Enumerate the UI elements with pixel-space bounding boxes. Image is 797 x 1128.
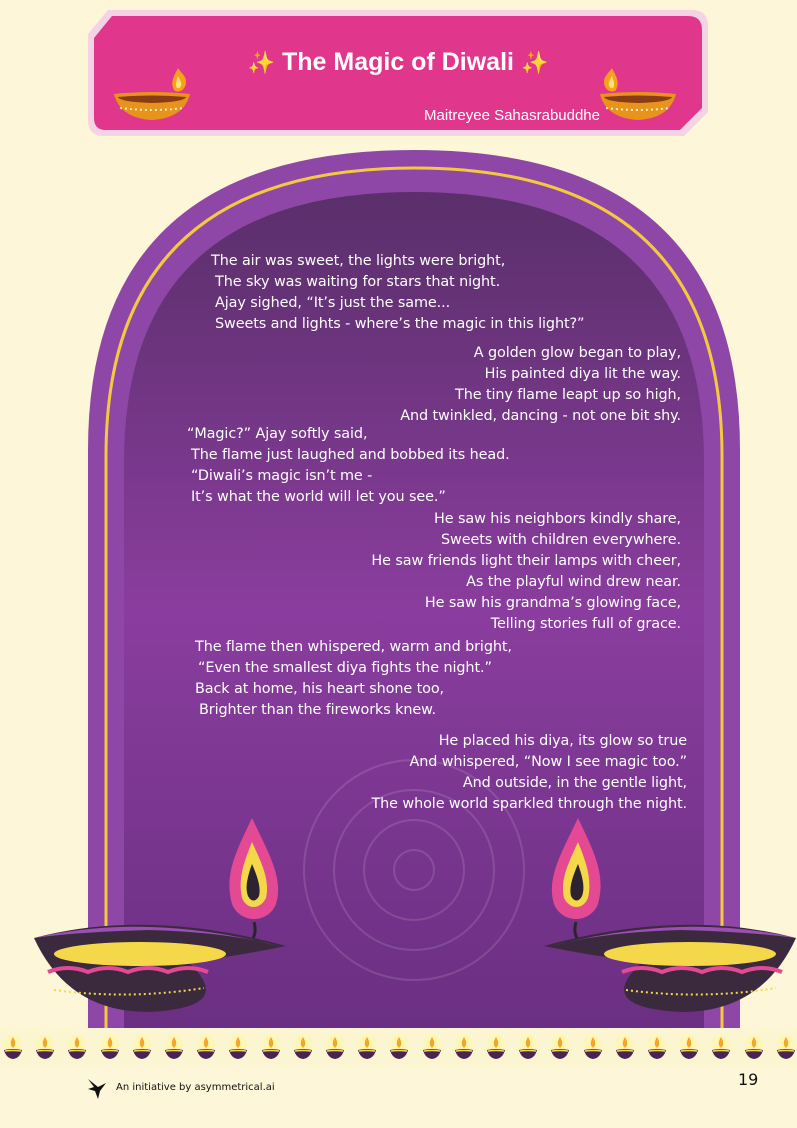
page-number: 19 [738,1070,759,1089]
mini-diya-icon [195,1034,217,1062]
diya-icon [28,812,290,1022]
mini-diya-icon [485,1034,507,1062]
poem-line: It’s what the world will let you see.” [191,489,446,505]
mini-diya-icon [99,1034,121,1062]
mini-diya-icon [34,1034,56,1062]
mini-diya-icon [775,1034,797,1062]
poem-line: And outside, in the gentle light, [462,775,687,791]
mini-diya-icon [66,1034,88,1062]
mini-diya-icon [549,1034,571,1062]
diya-border-row [0,1028,797,1068]
sparkles-icon: ✨ [520,50,549,75]
mini-diya-icon [517,1034,539,1062]
poem-line: “Magic?” Ajay softly said, [187,426,368,442]
poem-line: The flame just laughed and bobbed its head. [191,447,510,463]
poem-line: Telling stories full of grace. [490,616,681,632]
diya-icon [112,64,192,124]
diya-icon [540,812,797,1022]
mini-diya-icon [131,1034,153,1062]
poem-line: Ajay sighed, “It’s just the same... [215,295,451,311]
poem-line: “Diwali’s magic isn’t me - [191,468,373,484]
poem-line: “Even the smallest diya fights the night.” [198,660,492,676]
mini-diya-icon [678,1034,700,1062]
title-text: The Magic of Diwali [282,48,514,76]
mini-diya-icon [614,1034,636,1062]
sparkles-icon: ✨ [247,50,276,75]
mini-diya-icon [324,1034,346,1062]
poem-line: And whispered, “Now I see magic too.” [409,754,687,770]
mini-diya-icon [356,1034,378,1062]
mini-diya-icon [163,1034,185,1062]
diya-icon [598,64,678,124]
poem-line: The flame then whispered, warm and bright, [195,639,512,655]
footer-initiative-text: An initiative by asymmetrical.ai [116,1082,275,1093]
mini-diya-icon [743,1034,765,1062]
author-name: Maitreyee Sahasrabuddhe [424,107,600,124]
poem-line: His painted diya lit the way. [484,366,681,382]
bird-logo-icon [86,1075,108,1101]
mini-diya-icon [421,1034,443,1062]
poem-line: He placed his diya, its glow so true [438,733,687,749]
mini-diya-icon [646,1034,668,1062]
poem-line: The whole world sparkled through the night. [371,796,687,812]
mini-diya-icon [388,1034,410,1062]
poem-line: He saw his neighbors kindly share, [434,511,681,527]
mini-diya-icon [582,1034,604,1062]
mini-diya-icon [260,1034,282,1062]
poem-line: A golden glow began to play, [473,345,681,361]
poem-line: He saw friends light their lamps with cheer, [371,553,681,569]
poem-line: The tiny flame leapt up so high, [455,387,681,403]
mini-diya-icon [292,1034,314,1062]
poem-line: Back at home, his heart shone too, [195,681,445,697]
mini-diya-icon [227,1034,249,1062]
poem-line: Sweets with children everywhere. [441,532,681,548]
poem-line: The air was sweet, the lights were bright, [211,253,506,269]
poem-line: And twinkled, dancing - not one bit shy. [400,408,681,424]
mini-diya-icon [453,1034,475,1062]
mini-diya-icon [2,1034,24,1062]
mini-diya-icon [710,1034,732,1062]
poem-line: The sky was waiting for stars that night. [215,274,501,290]
poem-line: Sweets and lights - where’s the magic in this light?” [215,316,585,332]
poem-line: As the playful wind drew near. [466,574,681,590]
poem-line: He saw his grandma’s glowing face, [424,595,681,611]
poem-line: Brighter than the fireworks knew. [199,702,436,718]
